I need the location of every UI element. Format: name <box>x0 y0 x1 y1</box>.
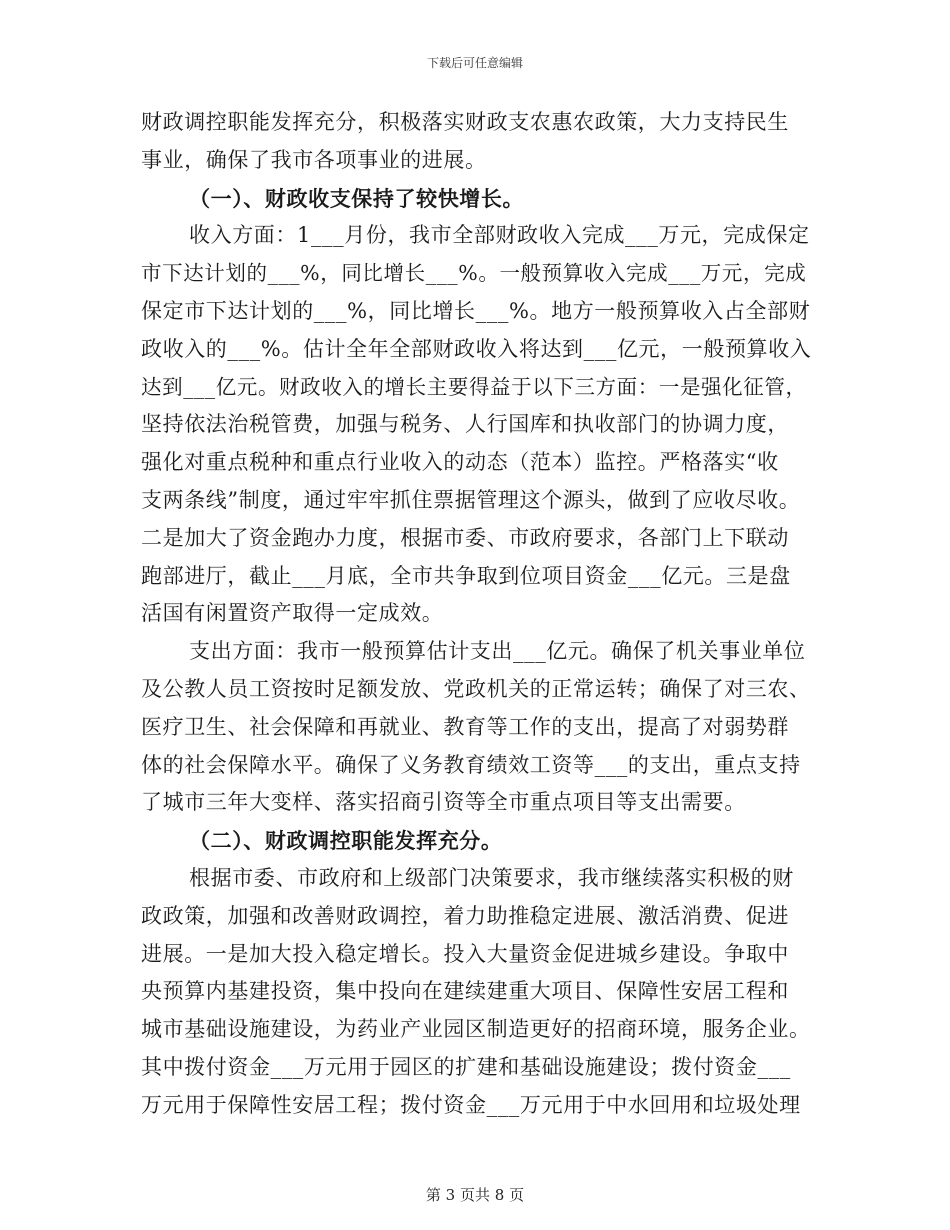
body-text-line: 及公教人员工资按时足额发放、党政机关的正常运转；确保了对三农、 <box>141 676 811 701</box>
document-body <box>141 104 813 1125</box>
body-text-line: 城市基础设施建设，为药业产业园区制造更好的招商环境，服务企业。 <box>141 1017 811 1042</box>
body-text-line: 保定市下达计划的___%，同比增长___%。地方一般预算收入占全部财 <box>141 298 811 323</box>
body-text-line: 其中拨付资金___万元用于园区的扩建和基础设施建设；拨付资金___ <box>141 1054 791 1079</box>
body-text-line: 政政策，加强和改善财政调控，着力助推稳定进展、激活消费、促进 <box>141 903 789 928</box>
body-text-line: 根据市委、市政府和上级部门决策要求，我市继续落实积极的财 <box>189 865 794 890</box>
body-text-line: 事业，确保了我市各项事业的进展。 <box>141 147 487 172</box>
body-text-line: 达到___亿元。财政收入的增长主要得益于以下三方面：一是强化征管， <box>141 374 807 399</box>
body-text-line: 支两条线”制度，通过牢牢抓住票据管理这个源头，做到了应收尽收。 <box>141 487 801 512</box>
page-footer: 第 3 页共 8 页 <box>425 1186 525 1204</box>
body-text-line: 强化对重点税种和重点行业收入的动态（范本）监控。严格落实“收 <box>141 450 779 475</box>
body-text-line: 收入方面：1___月份，我市全部财政收入完成___万元，完成保定 <box>189 223 810 248</box>
body-text-line: 市下达计划的___%，同比增长___%。一般预算收入完成___万元，完成 <box>141 261 807 286</box>
body-text-line: 央预算内基建投资，集中投向在建续建重大项目、保障性安居工程和 <box>141 979 789 1004</box>
body-text-line: 二是加大了资金跑办力度，根据市委、市政府要求，各部门上下联动 <box>141 525 789 550</box>
section-heading: （二）、财政调控职能发挥充分。 <box>189 828 503 854</box>
body-text-line: 进展。一是加大投入稳定增长。投入大量资金促进城乡建设。争取中 <box>141 941 789 966</box>
body-text-line: 跑部进厅，截止___月底，全市共争取到位项目资金___亿元。三是盘 <box>141 563 791 588</box>
body-text-line: 了城市三年大变样、落实招商引资等全市重点项目等支出需要。 <box>141 790 746 815</box>
page-header: 下载后可任意编辑 <box>426 56 523 70</box>
body-text-line: 万元用于保障性安居工程；拨付资金___万元用于中水回用和垃圾处理 <box>141 1092 801 1117</box>
body-text-line: 政收入的___%。估计全年全部财政收入将达到___亿元，一般预算收入 <box>141 336 812 361</box>
body-text-line: 支出方面：我市一般预算估计支出___亿元。确保了机关事业单位 <box>189 639 806 664</box>
body-text-line: 财政调控职能发挥充分，积极落实财政支农惠农政策，大力支持民生 <box>141 110 789 134</box>
body-text-line: 体的社会保障水平。确保了义务教育绩效工资等___的支出，重点支持 <box>141 752 801 777</box>
section-heading: （一）、财政收支保持了较快增长。 <box>189 185 525 211</box>
body-text-line: 医疗卫生、社会保障和再就业、教育等工作的支出，提高了对弱势群 <box>141 714 789 739</box>
body-text-line: 坚持依法治税管费，加强与税务、人行国库和执收部门的协调力度， <box>141 412 789 437</box>
body-text-line: 活国有闲置资产取得一定成效。 <box>141 601 444 626</box>
